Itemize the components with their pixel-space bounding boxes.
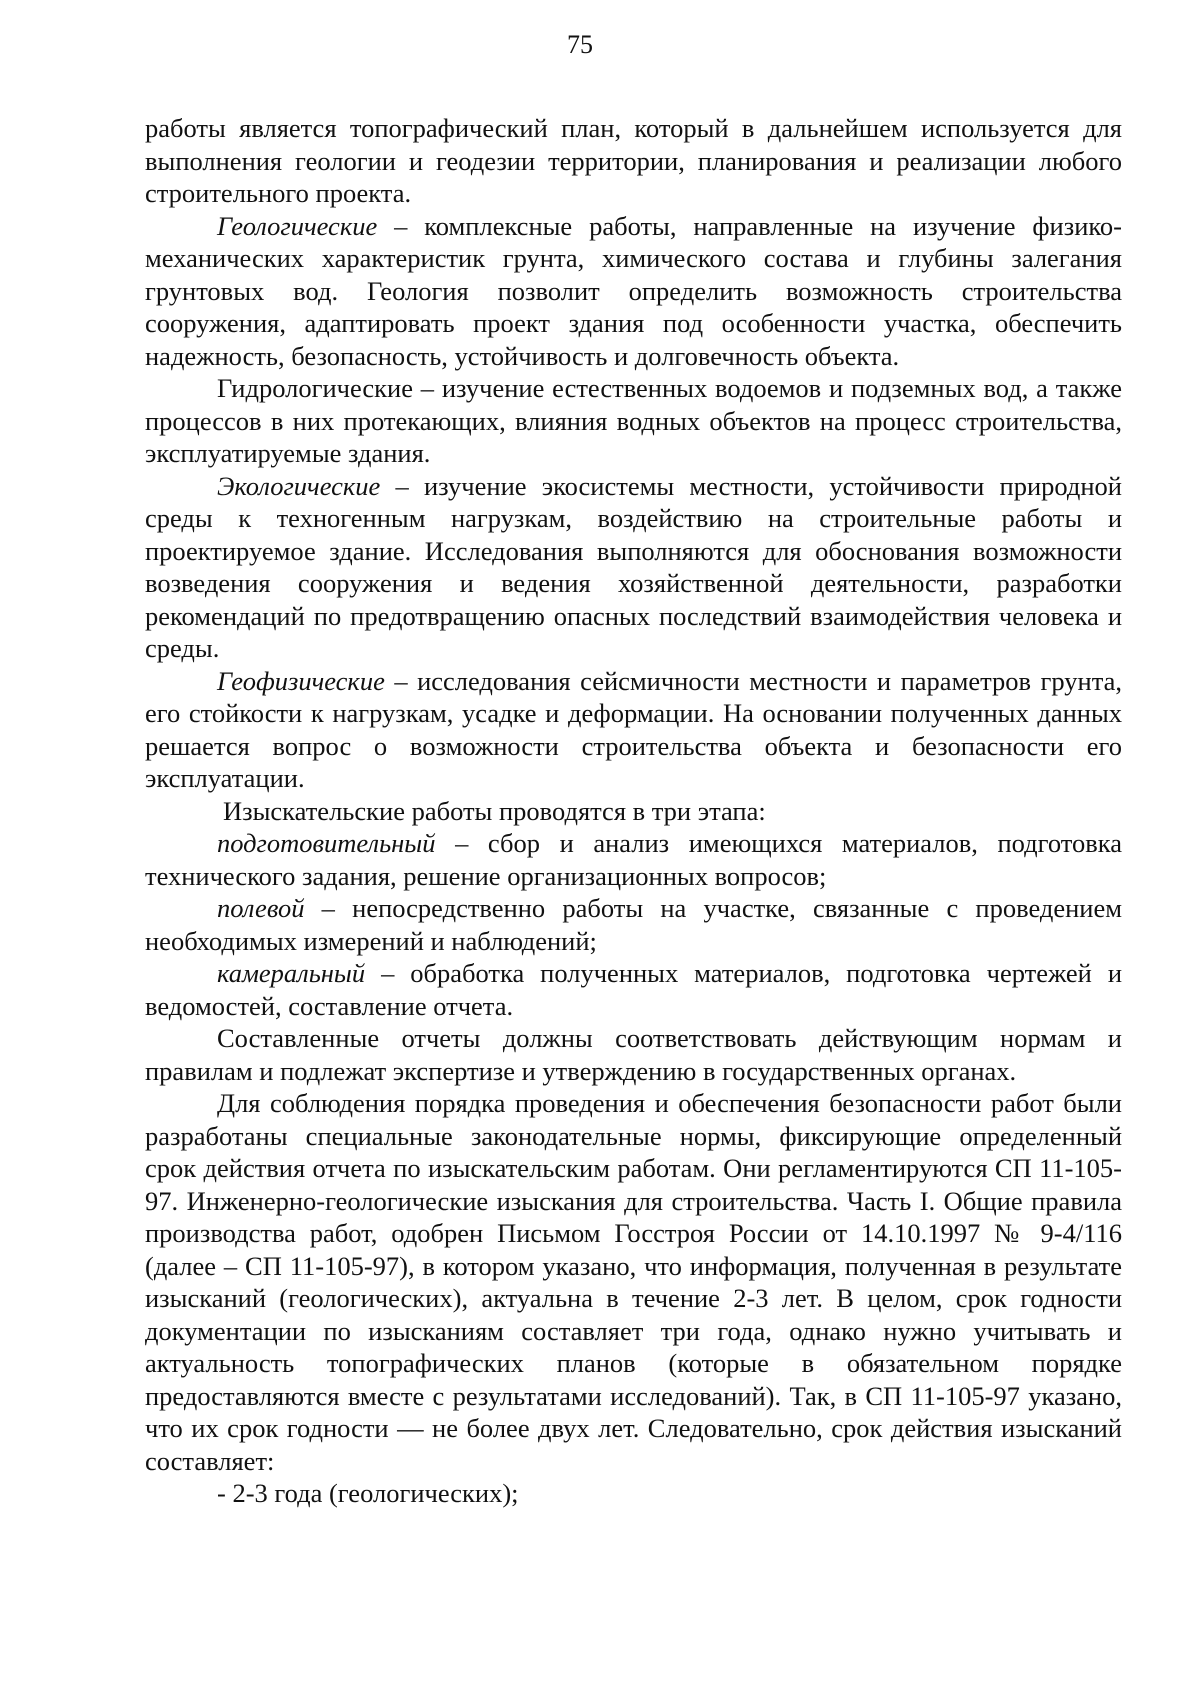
paragraph-ecological bbox=[145, 470, 1122, 665]
paragraph-text: - 2-3 года (геологических); bbox=[217, 1478, 519, 1508]
paragraph-text: – комплексные работы, направленные на изучение физико-механических характеристик грунта, химического состава и глубины залегания грунтовых вод. Геология позволит определить возможность строительства сооружения, адаптировать проект здания под особенности участка, обеспечить надежность, безопасность, устойчивость и долговечность объекта. bbox=[145, 210, 1122, 371]
paragraph-regulations bbox=[145, 1087, 1122, 1477]
paragraph-stage-preparatory bbox=[145, 827, 1122, 892]
paragraph-hydrological bbox=[145, 372, 1122, 470]
paragraph-text: работы является топографический план, который в дальнейшем используется для выполнения геологии и геодезии территории, планирования и реализации любого строительного проекта. bbox=[145, 113, 1122, 208]
paragraph-lead-term: камеральный bbox=[217, 958, 366, 988]
paragraph-reports bbox=[145, 1022, 1122, 1087]
paragraph-text: – непосредственно работы на участке, связанные с проведением необходимых измерений и наблюдений; bbox=[145, 893, 1122, 956]
paragraph-stages-intro bbox=[145, 795, 1122, 828]
paragraph-lead-term: Геофизические bbox=[217, 665, 385, 696]
page-number: 75 bbox=[567, 30, 593, 59]
paragraph-geophysical bbox=[145, 665, 1122, 795]
list-item-geological-term bbox=[145, 1477, 1122, 1510]
paragraph-geological bbox=[145, 210, 1122, 373]
paragraph-intro-continuation bbox=[145, 112, 1122, 210]
paragraph-text: Гидрологические – изучение естественных водоемов и подземных вод, а также процессов в них протекающих, влияния водных объектов на процесс строительства, эксплуатируемые здания. bbox=[145, 373, 1122, 468]
paragraph-text: – обработка полученных материалов, подготовка чертежей и ведомостей, составление отчета. bbox=[145, 958, 1122, 1021]
paragraph-stage-field bbox=[145, 892, 1122, 957]
paragraph-lead-term: полевой bbox=[217, 893, 305, 923]
paragraph-text: – исследования сейсмичности местности и параметров грунта, его стойкости к нагрузкам, усадке и деформации. На основании полученных данных решается вопрос о возможности строительства объекта и безопасности его эксплуатации. bbox=[145, 665, 1122, 793]
paragraph-lead-term: Геологические bbox=[217, 210, 378, 241]
paragraph-text: – изучение экосистемы местности, устойчивости природной среды к техногенным нагрузкам, воздействию на строительные работы и проектируемое здание. Исследования выполняются для обоснования возможности возведения сооружения и ведения хозяйственной деятельности, разработки рекомендаций по предотвращению опасных последствий взаимодействия человека и среды. bbox=[145, 470, 1122, 663]
paragraph-text: Изыскательские работы проводятся в три этапа: bbox=[223, 795, 766, 826]
paragraph-text: Для соблюдения порядка проведения и обеспечения безопасности работ были разработаны специальные законодательные нормы, фиксирующие определенный срок действия отчета по изыскательским работам. Они регламентируются СП 11-105-97. Инженерно-геологические изыскания для строительства. Часть I. Общие правила производства работ, одобрен Письмом Госстроя России от 14.10.1997 № 9-4/116 (далее – СП 11-105-97), в котором указано, что информация, полученная в результате изысканий (геологических), актуальна в течение 2-3 лет. В целом, срок годности документации по изысканиям составляет три года, однако нужно учитывать и актуальность топографических планов (которые в обязательном порядке предоставляются вместе с результатами исследований). Так, в СП 11-105-97 указано, что их срок годности — не более двух лет. Следовательно, срок действия изысканий составляет: bbox=[145, 1088, 1122, 1476]
page-body bbox=[145, 112, 1122, 1510]
paragraph-text: Составленные отчеты должны соответствовать действующим нормам и правилам и подлежат экспертизе и утверждению в государственных органах. bbox=[145, 1023, 1122, 1086]
paragraph-lead-term: подготовительный bbox=[217, 828, 436, 858]
paragraph-text: – сбор и анализ имеющихся материалов, подготовка технического задания, решение организационных вопросов; bbox=[145, 828, 1122, 891]
paragraph-stage-office bbox=[145, 957, 1122, 1022]
paragraph-lead-term: Экологические bbox=[217, 470, 381, 501]
